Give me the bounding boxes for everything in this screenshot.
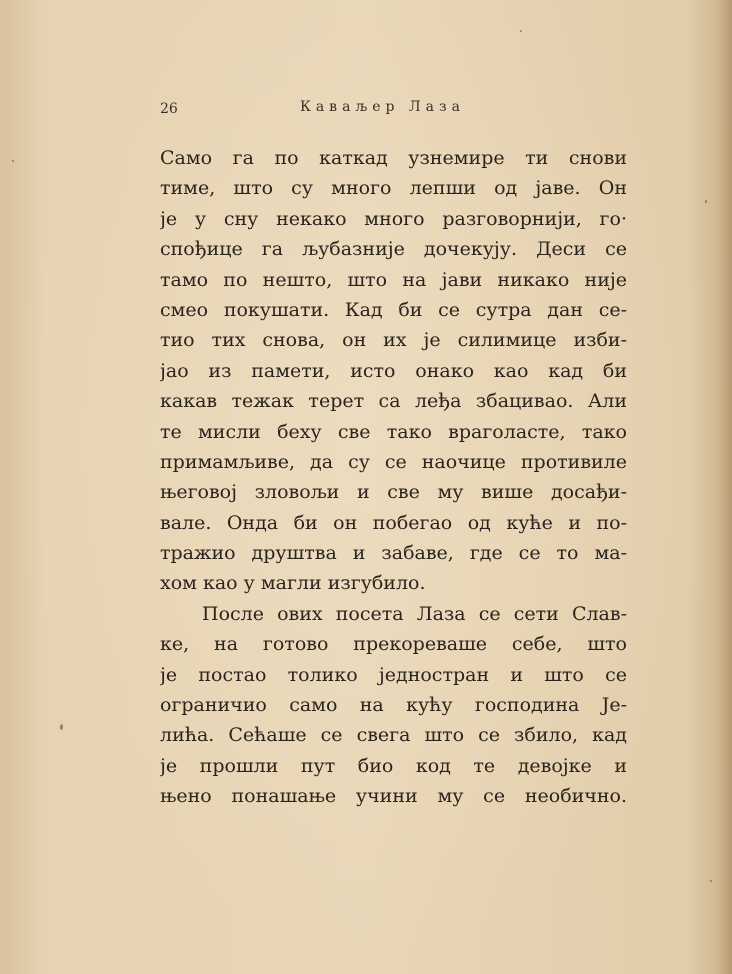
paper-speck [12,160,14,162]
text-line-paragraph-end: хом као у магли изгубило. [160,572,426,595]
text-line: ограничио само на кућу господина Је- [160,694,627,717]
text-line: примамљиве, да су се наочице противиле [160,450,627,473]
text-line: те мисли беху све тако враголасте, тако [160,420,627,443]
text-line: њено понашање учини му се необично. [160,785,627,808]
text-line: јао из памети, исто онако као кад би [160,359,627,382]
page-edge-shadow [718,0,732,974]
text-line: је постао толико једностран и што се [160,663,627,686]
text-line: спођице га љубазније дочекују. Деси се [160,238,627,261]
running-title: Каваљер Лаза [300,99,465,115]
paper-speck [705,200,707,203]
text-line: лића. Сећаше се свега што се збило, кад [160,724,627,747]
paper-speck [520,30,522,32]
text-line: ке, на готово прекореваше себе, што [160,633,627,656]
text-line: његовој зловољи и све му више досађи- [160,481,627,504]
body-text [160,143,627,812]
text-line: смео покушати. Кад би се сутра дан се- [160,298,627,321]
text-line: тражио друштва и забаве, где се то ма- [160,542,627,565]
text-line: Само га по каткад узнемире ти снови [160,147,627,169]
text-line: је у сну некако много разговорнији, го· [160,207,627,230]
text-line: тиме, што су много лепши од јаве. Он [160,177,627,200]
text-line-paragraph-start: После ових посета Лаза се сети Слав- [202,602,627,625]
text-line: тамо по нешто, што на јави никако није [160,268,627,291]
page-number: 26 [160,101,178,117]
paper-speck [710,880,712,882]
paper-speck [60,724,63,730]
text-line: вале. Онда би он побегао од куће и по- [160,511,627,534]
text-line: какав тежак терет са леђа збацивао. Али [160,390,627,413]
text-line: је прошли пут био код те девојке и [160,754,627,777]
text-line: тио тих снова, он их је силимице изби- [160,329,627,352]
